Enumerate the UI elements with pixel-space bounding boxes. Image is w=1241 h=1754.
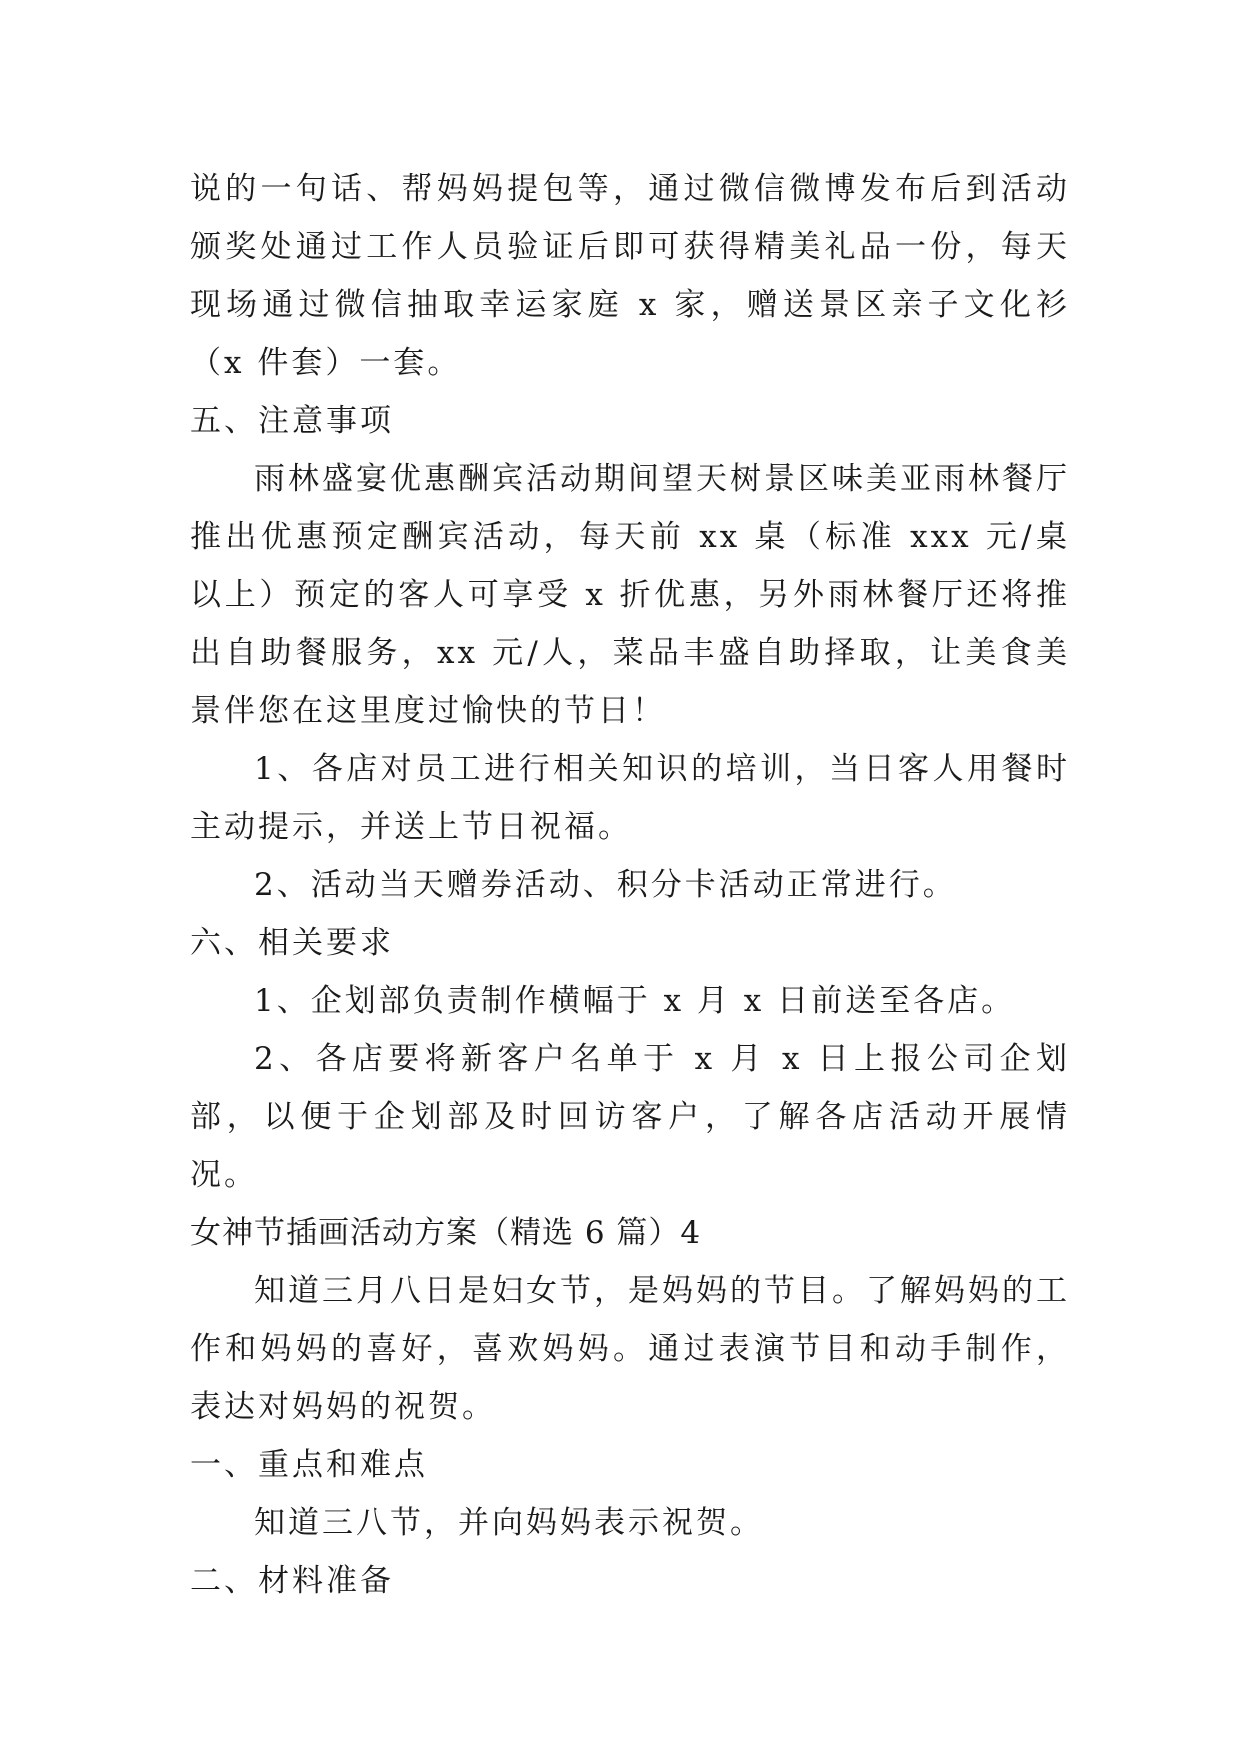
section-heading-requirements: 六、相关要求 [190, 925, 394, 961]
section-heading-precautions: 五、注意事项 [190, 403, 394, 439]
paragraph-womens-day-intro: 知道三月八日是妇女节，是妈妈的节目。了解妈妈的工作和妈妈的喜好，喜欢妈妈。通过表演节目和动手制作，表达对妈妈的祝贺。 [190, 1273, 1070, 1425]
paragraph-banner-production: 1、企划部负责制作横幅于 x 月 x 日前送至各店。 [254, 983, 1016, 1019]
paragraph-coupon-activities: 2、活动当天赠券活动、积分卡活动正常进行。 [254, 867, 957, 903]
document-body [190, 160, 1070, 1610]
section-heading-key-points: 一、重点和难点 [190, 1447, 428, 1483]
paragraph-continuation: 说的一句话、帮妈妈提包等，通过微信微博发布后到活动颁奖处通过工作人员验证后即可获得精美礼品一份，每天现场通过微信抽取幸运家庭 x 家，赠送景区亲子文化衫（x 件套）一套。 [190, 171, 1070, 381]
paragraph-staff-training: 1、各店对员工进行相关知识的培训，当日客人用餐时主动提示，并送上节日祝福。 [190, 751, 1070, 845]
section-heading-materials: 二、材料准备 [190, 1563, 394, 1599]
paragraph-rainforest-feast: 雨林盛宴优惠酬宾活动期间望天树景区味美亚雨林餐厅推出优惠预定酬宾活动，每天前 xx 桌（标准 xxx 元/桌以上）预定的客人可享受 x 折优惠，另外雨林餐厅还将推出自助餐服务，xx 元/人，菜品丰盛自助择取，让美食美景伴您在这里度过愉快的节日！ [190, 461, 1070, 729]
paragraph-customer-list: 2、各店要将新客户名单于 x 月 x 日上报公司企划部，以便于企划部及时回访客户，了解各店活动开展情况。 [190, 1041, 1070, 1193]
paragraph-key-points: 知道三八节，并向妈妈表示祝贺。 [254, 1505, 764, 1541]
document-title: 女神节插画活动方案（精选 6 篇）4 [190, 1215, 702, 1251]
